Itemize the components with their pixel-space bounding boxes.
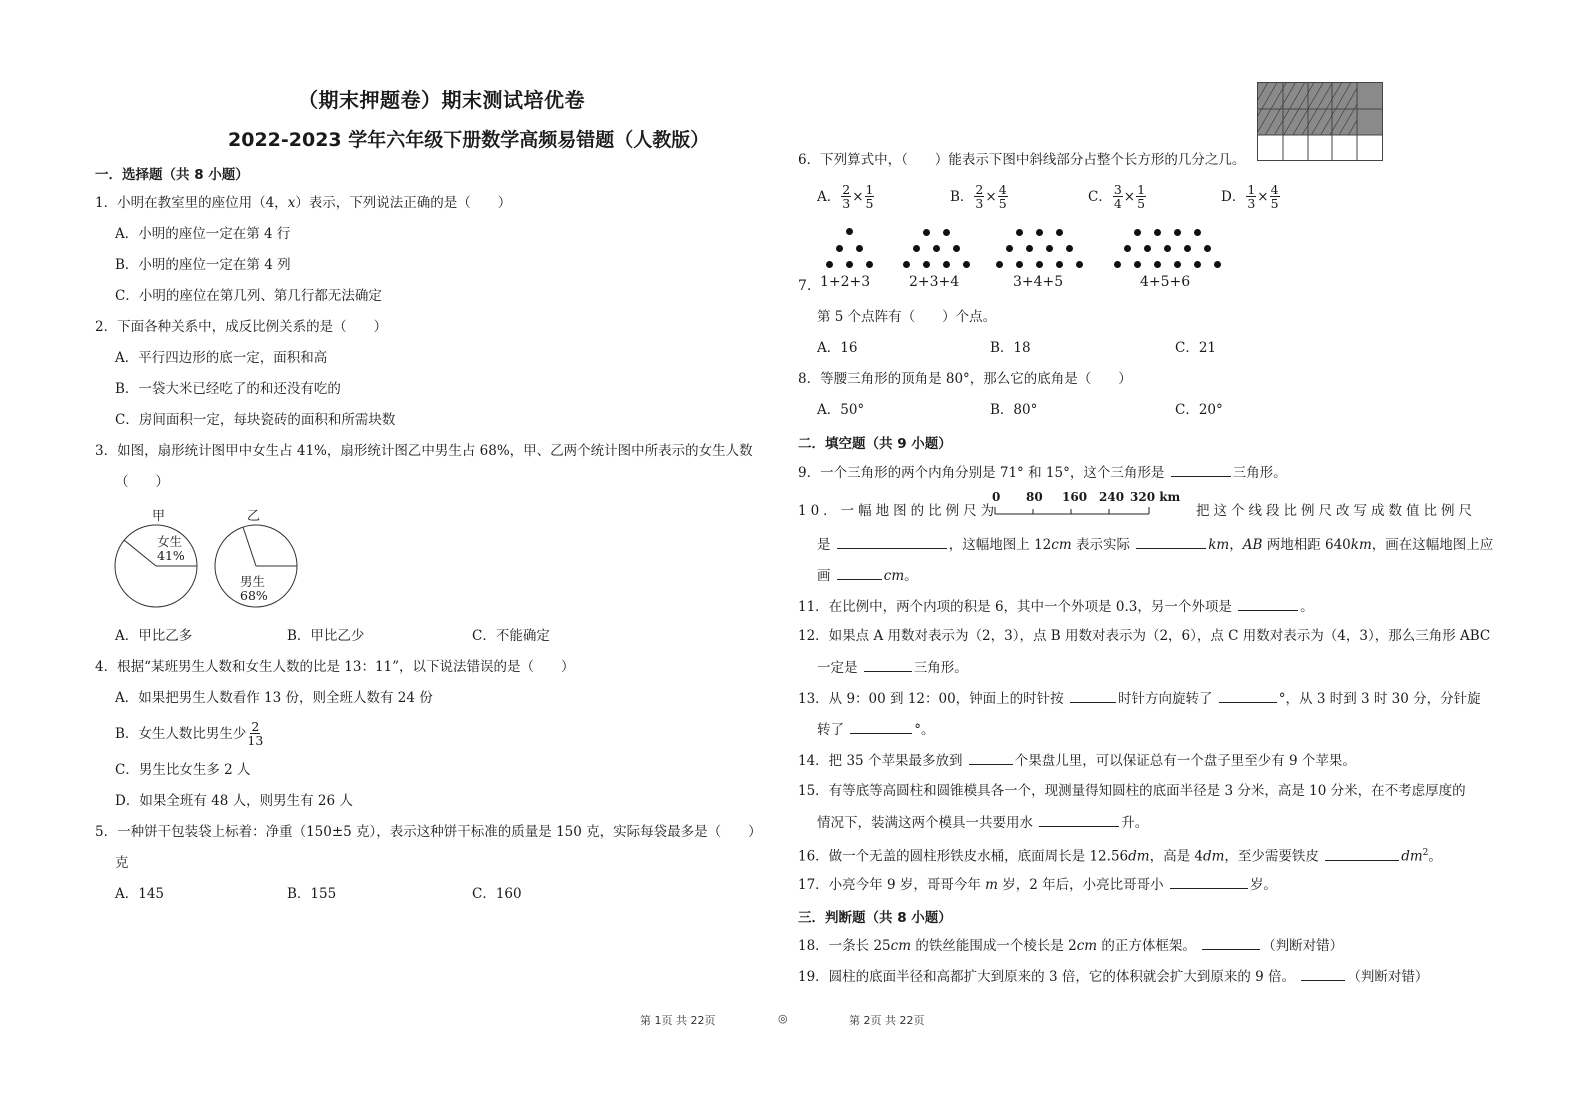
text: （判断对错）	[1347, 969, 1429, 985]
unit: cm	[890, 938, 912, 954]
q10-blank-ratio[interactable]	[837, 536, 947, 549]
question-10: 10．一幅地图的比例尺为	[798, 503, 999, 519]
fraction	[1113, 183, 1123, 210]
text: 13．从 9：00 到 12：00，钟面上的时针按	[798, 691, 1064, 707]
q7-option-a[interactable]: A．16	[817, 340, 858, 356]
text: 个果盘儿里，可以保证总有一个盘子里至少有 9 个苹果。	[1014, 753, 1356, 769]
q7-figure-label-1: 1+2+3	[820, 274, 871, 290]
superscript: 2	[1422, 848, 1429, 858]
option-label: A．	[817, 188, 841, 205]
text: 。	[904, 568, 918, 584]
text: 情况下，装满这两个模具一共要用水	[817, 815, 1033, 831]
times-sign: ×	[1257, 188, 1269, 205]
denominator: 3	[975, 196, 984, 211]
q7-figure-label-2: 2+3+4	[909, 274, 960, 290]
unit: dm	[1128, 848, 1150, 865]
unit: cm	[1076, 938, 1098, 954]
denominator: 13	[247, 733, 264, 748]
hatched-grid-svg	[1258, 83, 1382, 160]
question-3: 3．如图，扇形统计图甲中女生占 41%，扇形统计图乙中男生占 68%，甲、乙两个统计图中所表示的女生人数	[95, 443, 753, 459]
text: ，	[1229, 537, 1243, 553]
page-number-right: 第 2页 共 22页	[849, 1014, 925, 1027]
q19-answer-blank[interactable]	[1301, 968, 1345, 981]
q13-blank-degrees-minute[interactable]	[850, 721, 912, 734]
q3-option-c[interactable]: C．不能确定	[472, 628, 550, 644]
text: 升。	[1121, 815, 1149, 831]
text: ，画在这幅地图上应	[1371, 537, 1494, 553]
q9-stem: 9．一个三角形的两个内角分别是 71° 和 15°，这个三角形是	[798, 465, 1165, 481]
pie-yi-label: 乙	[247, 509, 261, 524]
q11-answer-blank[interactable]	[1238, 598, 1298, 611]
numerator: 1	[1137, 182, 1146, 197]
q1-option-c[interactable]: C．小明的座位在第几列、第几行都无法确定	[115, 288, 382, 304]
text: 一定是	[817, 660, 858, 676]
text: 18．一条长 25	[798, 938, 891, 954]
question-5: 5．一种饼干包装袋上标着：净重（150±5 克），表示这种饼干标准的质量是 150 克，实际每袋最多是（ ）	[95, 824, 762, 840]
unit: dm	[1202, 848, 1225, 865]
q4-option-d[interactable]: D．如果全班有 48 人，则男生有 26 人	[115, 793, 353, 809]
text: 的正方体框架。	[1097, 938, 1196, 954]
fraction	[1246, 183, 1256, 210]
q8-option-b[interactable]: B．80°	[990, 402, 1038, 418]
fraction	[1270, 183, 1280, 210]
q2-option-b[interactable]: B．一袋大米已经吃了的和还没有吃的	[115, 381, 341, 397]
q3-option-b[interactable]: B．甲比乙少	[287, 628, 365, 644]
q10-blank-km[interactable]	[1136, 536, 1206, 549]
text: 。	[1300, 599, 1314, 615]
q5-option-b[interactable]: B．155	[287, 886, 337, 902]
question-17	[798, 876, 1277, 893]
q4-option-b-text: B．女生人数比男生少	[115, 725, 247, 742]
q1-stem-end: ）表示，下列说法正确的是（ ）	[295, 195, 512, 211]
pie-charts-figure	[114, 520, 304, 612]
q10-line2	[817, 536, 1493, 553]
q15-answer-blank[interactable]	[1039, 814, 1119, 827]
q2-option-c[interactable]: C．房间面积一定，每块瓷砖的面积和所需块数	[115, 412, 396, 428]
numerator: 4	[998, 182, 1007, 197]
q6-hatched-rectangle-figure	[1257, 82, 1383, 161]
question-18	[798, 937, 1343, 954]
question-9	[798, 464, 1287, 481]
q13-blank-direction[interactable]	[1070, 690, 1116, 703]
unit: cm	[883, 568, 905, 584]
q10-line3	[817, 567, 918, 584]
q6-option-a[interactable]	[817, 183, 875, 210]
q1-var: x	[287, 195, 296, 211]
text: °。	[914, 722, 935, 738]
numerator: 2	[975, 182, 984, 197]
times-sign: ×	[1123, 188, 1136, 205]
text: 的铁丝能围成一个棱长是 2	[911, 938, 1077, 954]
scale-tick-320: 320 km	[1130, 490, 1181, 504]
unit: km	[1350, 537, 1372, 553]
denominator: 5	[1270, 196, 1279, 211]
text: 是	[817, 537, 831, 553]
denominator: 5	[1137, 196, 1146, 211]
pie-chart-jia	[115, 525, 197, 607]
scale-tick-80: 80	[1026, 490, 1043, 504]
text: （判断对错）	[1262, 938, 1344, 954]
q13-line2	[817, 721, 935, 738]
denominator: 3	[1247, 196, 1256, 211]
denominator: 3	[842, 196, 851, 211]
pie-jia-sector-value: 41%	[157, 548, 185, 563]
text: 表示实际	[1071, 537, 1130, 553]
times-sign: ×	[852, 188, 864, 205]
question-7-number: 7.	[798, 278, 812, 294]
q5-option-c[interactable]: C．160	[472, 886, 522, 902]
question-6: 6．下列算式中，（ ）能表示下图中斜线部分占整个长方形的几分之几。	[798, 152, 1246, 168]
q11-stem: 11．在比例中，两个内项的积是 6，其中一个外项是 0.3，另一个外项是	[798, 599, 1232, 615]
denominator: 5	[998, 196, 1007, 211]
pie-yi-sector-value: 68%	[240, 588, 268, 603]
denominator: 5	[865, 196, 874, 211]
text: ，这幅地图上 12	[948, 537, 1052, 553]
numerator: 1	[865, 182, 874, 197]
fraction	[1136, 183, 1146, 210]
numerator: 2	[842, 182, 851, 197]
q12-line2	[817, 659, 968, 676]
times-sign: ×	[985, 188, 997, 205]
text: AB	[1242, 537, 1263, 553]
denominator: 4	[1113, 196, 1122, 211]
section-heading-true-false: 三．判断题（共 8 小题）	[798, 910, 952, 926]
q9-answer-blank[interactable]	[1171, 464, 1231, 477]
q2-option-a[interactable]: A．平行四边形的底一定，面积和高	[115, 350, 328, 366]
question-13	[798, 690, 1481, 707]
text: 19．圆柱的底面半径和高都扩大到原来的 3 倍，它的体积就会扩大到原来的 9 倍。	[798, 969, 1296, 985]
fraction	[974, 183, 984, 210]
text: 岁。	[1249, 877, 1277, 893]
question-7: 第 5 个点阵有（ ）个点。	[817, 309, 997, 325]
fraction	[247, 720, 263, 747]
q6-option-d[interactable]	[1221, 183, 1281, 210]
scale-tick-160: 160	[1062, 490, 1088, 504]
question-2: 2．下面各种关系中，成反比例关系的是（ ）	[95, 319, 388, 335]
section-heading-fill-blank: 二．填空题（共 9 小题）	[798, 436, 952, 452]
q4-option-b[interactable]	[115, 720, 264, 747]
q10-blank-cm[interactable]	[837, 567, 882, 580]
q3-answer-paren: （ ）	[115, 474, 169, 490]
q1-stem: 1．小明在教室里的座位用（4，	[95, 195, 288, 211]
option-label: C．	[1088, 188, 1112, 205]
q8-option-c[interactable]: C．20°	[1175, 402, 1223, 418]
numerator: 1	[1247, 182, 1256, 197]
fraction	[865, 183, 875, 210]
text: 。	[1428, 848, 1442, 865]
question-19	[798, 968, 1428, 985]
text: 14．把 35 个苹果最多放到	[798, 753, 963, 769]
scale-tick-0: 0	[992, 490, 1001, 504]
question-4: 4．根据“某班男生人数和女生人数的比是 13：11”，以下说法错误的是（ ）	[95, 659, 575, 675]
exam-title-line1: （期末押题卷）期末测试培优卷	[298, 88, 585, 112]
q18-answer-blank[interactable]	[1202, 937, 1260, 950]
q5-stem-continued: 克	[115, 855, 129, 871]
pie-yi-sector-label: 男生	[240, 574, 266, 589]
text: 画	[817, 568, 831, 584]
text: 三角形。	[913, 660, 968, 676]
q1-option-a[interactable]: A．小明的座位一定在第 4 行	[115, 226, 291, 242]
page-number-left: 第 1页 共 22页	[640, 1014, 716, 1027]
q7-figure-label-3: 3+4+5	[1013, 274, 1064, 290]
q12-answer-blank[interactable]	[864, 659, 912, 672]
question-8: 8．等腰三角形的顶角是 80°，那么它的底角是（ ）	[798, 371, 1132, 387]
pie-jia-label: 甲	[152, 509, 166, 524]
text: 16．做一个无盖的圆柱形铁皮水桶，底面周长是 12.56	[798, 848, 1129, 865]
question-16	[798, 845, 1442, 865]
option-label: B．	[950, 188, 974, 205]
q4-option-c[interactable]: C．男生比女生多 2 人	[115, 762, 251, 778]
scale-tick-240: 240	[1099, 490, 1125, 504]
q6-option-c[interactable]	[1088, 183, 1147, 210]
question-12: 12．如果点 A 用数对表示为（2，3），点 B 用数对表示为（2，6），点 C 用数对表示为（4，3），那么三角形 ABC	[798, 628, 1491, 644]
numerator: 4	[1270, 182, 1279, 197]
text: °，从 3 时到 3 时 30 分，分针旋	[1278, 691, 1481, 707]
q8-option-a[interactable]: A．50°	[817, 402, 865, 418]
q13-blank-degrees-hour[interactable]	[1219, 690, 1277, 703]
text: 转了	[817, 722, 844, 738]
text: ，至少需要铁皮	[1224, 848, 1319, 865]
q15-line2	[817, 814, 1148, 831]
q10-stem-continued: 把这个线段比例尺改写成数值比例尺	[1196, 503, 1476, 519]
q1-option-b[interactable]: B．小明的座位一定在第 4 列	[115, 257, 291, 273]
page-separator-icon: ◎	[778, 1012, 788, 1025]
q3-option-a[interactable]: A．甲比乙多	[115, 628, 193, 644]
q17-answer-blank[interactable]	[1170, 876, 1248, 889]
q16-answer-blank[interactable]	[1325, 848, 1399, 861]
unit: dm	[1401, 848, 1423, 865]
exam-title-line2: 2022-2023 学年六年级下册数学高频易错题（人教版）	[228, 129, 710, 151]
question-11	[798, 598, 1314, 615]
section-heading-choice: 一．选择题（共 8 小题）	[95, 167, 249, 183]
text: 17．小亮今年 9 岁，哥哥今年	[798, 877, 986, 893]
unit: km	[1208, 537, 1230, 553]
text: 两地相距 640	[1262, 537, 1351, 553]
q5-option-a[interactable]: A．145	[115, 886, 165, 902]
q7-option-b[interactable]: B．18	[990, 340, 1031, 356]
q7-figure-label-4: 4+5+6	[1140, 274, 1191, 290]
q4-option-a[interactable]: A．如果把男生人数看作 13 份，则全班人数有 24 份	[115, 690, 433, 706]
question-14	[798, 752, 1356, 769]
option-label: D．	[1221, 188, 1246, 205]
variable: m	[985, 877, 998, 893]
fraction	[998, 183, 1008, 210]
numerator: 2	[251, 719, 260, 734]
pie-jia-sector-label: 女生	[157, 534, 183, 549]
q9-stem-end: 三角形。	[1232, 465, 1287, 481]
q6-option-b[interactable]	[950, 183, 1009, 210]
numerator: 3	[1113, 182, 1122, 197]
q14-answer-blank[interactable]	[969, 752, 1013, 765]
text: ，高是 4	[1149, 848, 1203, 865]
unit: cm	[1051, 537, 1072, 553]
text: 时针方向旋转了	[1117, 691, 1213, 707]
question-15: 15．有等底等高圆柱和圆锥模具各一个，现测量得知圆柱的底面半径是 3 分米，高是 10 分米，在不考虑厚度的	[798, 783, 1466, 799]
text: 岁，2 年后，小亮比哥哥小	[997, 877, 1164, 893]
question-1	[95, 195, 511, 211]
fraction	[841, 183, 851, 210]
q7-option-c[interactable]: C．21	[1175, 340, 1217, 356]
